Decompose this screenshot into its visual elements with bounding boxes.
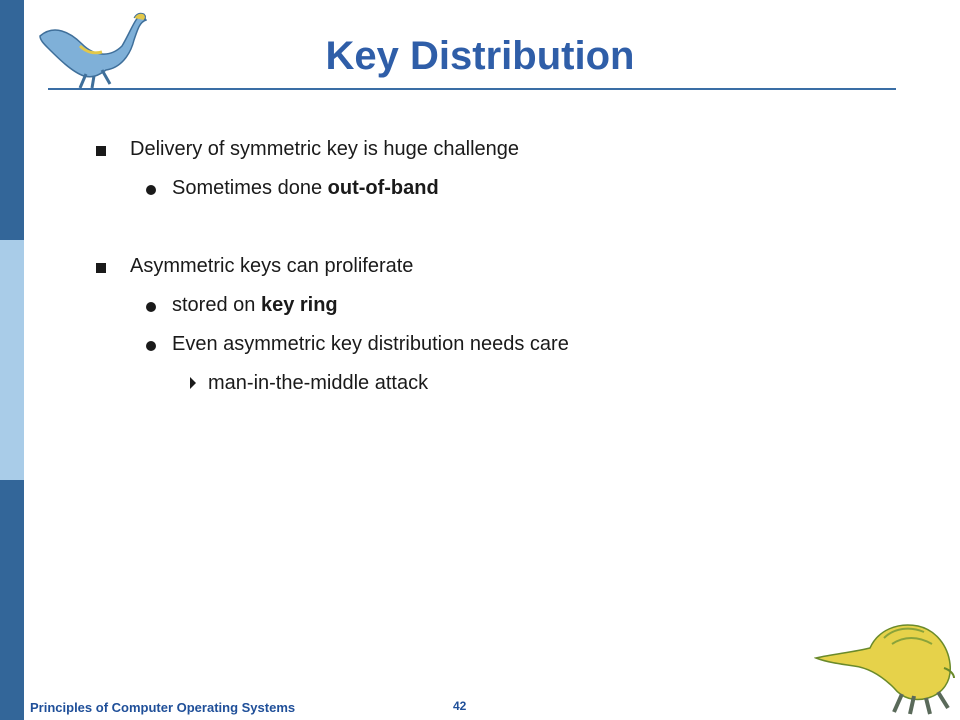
bullet-text: stored on (172, 294, 261, 316)
square-bullet-icon (96, 263, 106, 273)
bullet-bold-term: key ring (260, 294, 338, 316)
triangle-bullet-icon (190, 377, 196, 389)
round-bullet-icon (146, 341, 156, 351)
title-underline (48, 88, 896, 90)
round-bullet-icon (146, 302, 156, 312)
footer-course-title: Principles of Computer Operating Systems (30, 700, 296, 715)
dinosaur-icon (814, 608, 956, 718)
square-bullet-icon (96, 146, 106, 156)
bullet-level1: Asymmetric keys can proliferate (130, 255, 414, 277)
round-bullet-icon (146, 185, 156, 195)
bullet-bold-term: out-of-band (327, 177, 439, 199)
bullet-level2 (172, 294, 338, 317)
sidebar-stripe-middle (0, 240, 24, 480)
bullet-level2 (172, 177, 439, 200)
bullet-text: Sometimes done (172, 177, 328, 199)
bullet-level3: man-in-the-middle attack (208, 372, 429, 394)
page-number: 42 (453, 699, 467, 713)
bullet-level1: Delivery of symmetric key is huge challenge (130, 138, 520, 160)
bullet-level2: Even asymmetric key distribution needs care (172, 333, 569, 355)
slide-title: Key Distribution (325, 34, 635, 78)
sidebar-stripe-bottom (0, 480, 24, 720)
